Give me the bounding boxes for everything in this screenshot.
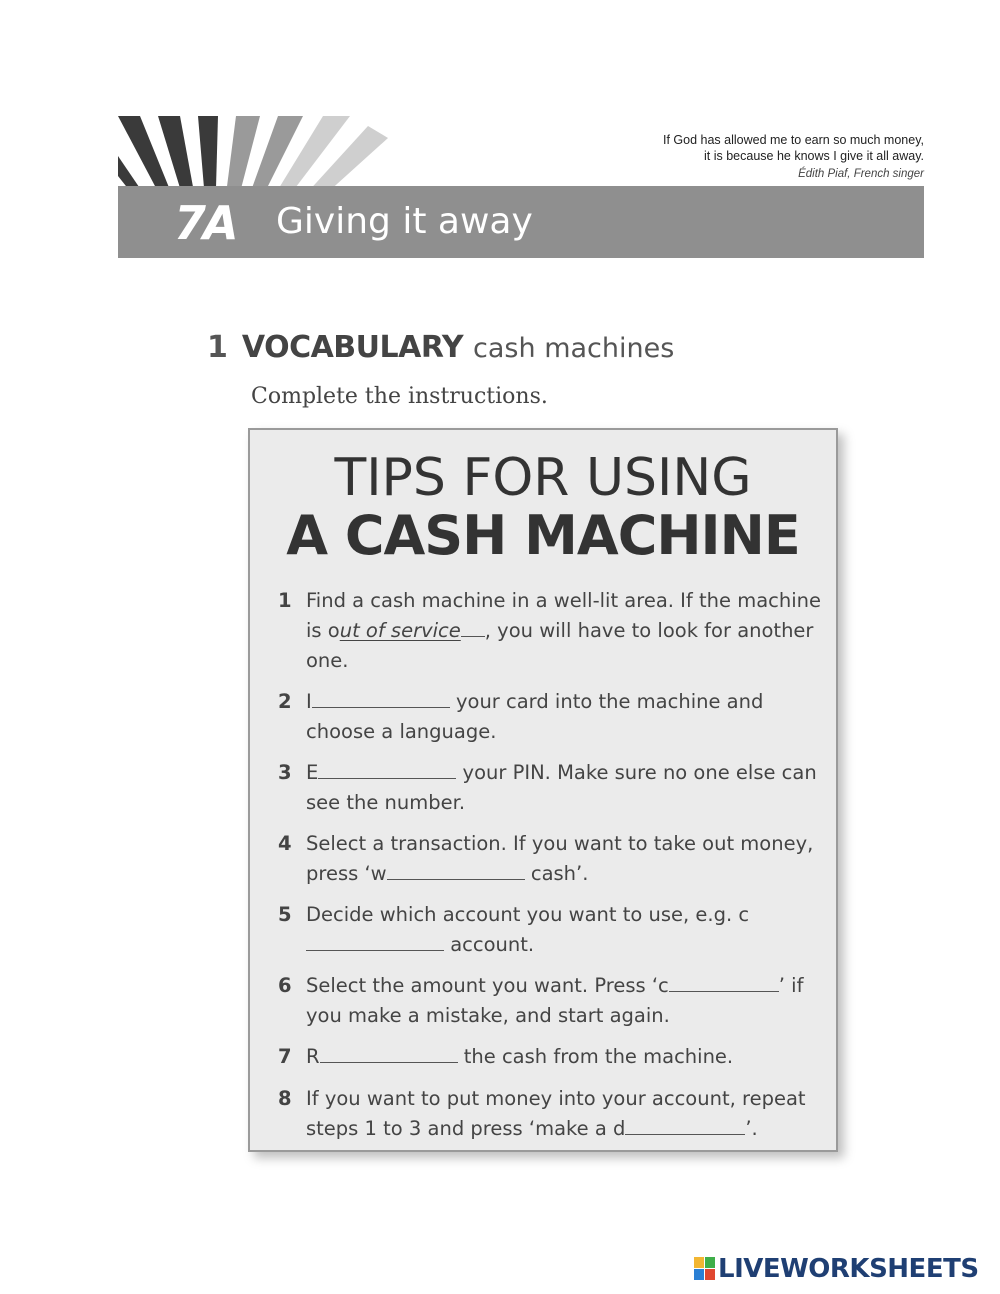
tips-title-line-2: A CASH MACHINE: [286, 504, 800, 567]
quote-line-1: If God has allowed me to earn so much money,: [662, 133, 924, 147]
answer-field-5[interactable]: [306, 930, 444, 951]
tip-text-after: , you will have to look for another one.: [306, 619, 814, 672]
tip-text-before: Select the amount you want. Press ‘c: [306, 974, 669, 997]
tip-text-before: Find a cash machine in a well-lit area. If the machine is o: [306, 589, 821, 642]
section-number: 1: [207, 330, 228, 365]
answer-field-2[interactable]: [312, 687, 450, 708]
unit-banner: [118, 116, 924, 258]
tip-text-before: E: [306, 761, 319, 784]
tip-text-after: your card into the machine and choose a language.: [306, 690, 764, 743]
tip-item: [278, 829, 830, 889]
section-heading: [207, 330, 674, 365]
tip-number: 6: [278, 974, 292, 997]
tip-text-before: If you want to put money into your account, repeat steps 1 to 3 and press ‘make a d: [306, 1087, 806, 1140]
tip-text: [306, 687, 830, 747]
quote-author: Édith Piaf, French singer: [798, 168, 924, 180]
tip-text: [306, 1042, 830, 1072]
tip-text-after: account.: [450, 933, 535, 956]
epigraph-quote: [663, 132, 924, 182]
unit-title: Giving it away: [276, 201, 533, 242]
tip-item: [278, 1042, 830, 1072]
tip-text: [306, 1084, 830, 1144]
tip-text-before: Decide which account you want to use, e.g. c: [306, 903, 750, 926]
tip-text: [306, 586, 830, 676]
tip-number: 4: [278, 832, 292, 855]
answer-underline: [461, 616, 485, 637]
tip-text-after: ’.: [745, 1117, 758, 1140]
exercise-instructions: Complete the instructions.: [251, 384, 548, 409]
answer-field-8[interactable]: [625, 1114, 745, 1135]
tip-text-before: R: [306, 1045, 320, 1068]
liveworksheets-logo-text: LIVEWORKSHEETS: [718, 1254, 979, 1284]
tip-item: [278, 900, 830, 960]
tip-number: 3: [278, 761, 292, 784]
tip-number: 8: [278, 1087, 292, 1110]
liveworksheets-logo-icon: [694, 1257, 716, 1281]
tip-text: [306, 900, 830, 960]
quote-line-2: it is because he knows I give it all away.: [703, 149, 924, 163]
tip-item: [278, 758, 830, 818]
tip-text-before: Select a transaction. If you want to take out money, press ‘w: [306, 832, 814, 885]
section-title: VOCABULARY: [241, 330, 464, 365]
answer-field-4[interactable]: [387, 859, 525, 880]
tip-number: 2: [278, 690, 292, 713]
tip-text-after: cash’.: [530, 862, 589, 885]
tip-item: [278, 1084, 830, 1144]
answer-field-1[interactable]: ut of service: [339, 619, 461, 642]
tip-number: 1: [278, 589, 292, 612]
section-subtitle: cash machines: [473, 333, 675, 364]
tip-text-after: ’ if you make a mistake, and start again.: [306, 974, 804, 1027]
tip-text: [306, 758, 830, 818]
tip-number: 5: [278, 903, 292, 926]
tip-text-after: your PIN. Make sure no one else can see the number.: [306, 761, 817, 814]
tip-number: 7: [278, 1045, 292, 1068]
tip-item: [278, 687, 830, 747]
tip-item: [278, 971, 830, 1031]
tips-box: [248, 428, 838, 1152]
unit-number: 7A: [174, 196, 236, 250]
tip-text: [306, 829, 830, 889]
answer-field-7[interactable]: [320, 1042, 458, 1063]
tip-text: [306, 971, 830, 1031]
tips-title-line-1: TIPS FOR USING: [334, 448, 752, 508]
tip-text-after: the cash from the machine.: [463, 1045, 734, 1068]
answer-field-3[interactable]: [318, 758, 456, 779]
tip-text-before: I: [306, 690, 312, 713]
tip-item: [278, 586, 830, 676]
answer-field-6[interactable]: [669, 971, 779, 992]
